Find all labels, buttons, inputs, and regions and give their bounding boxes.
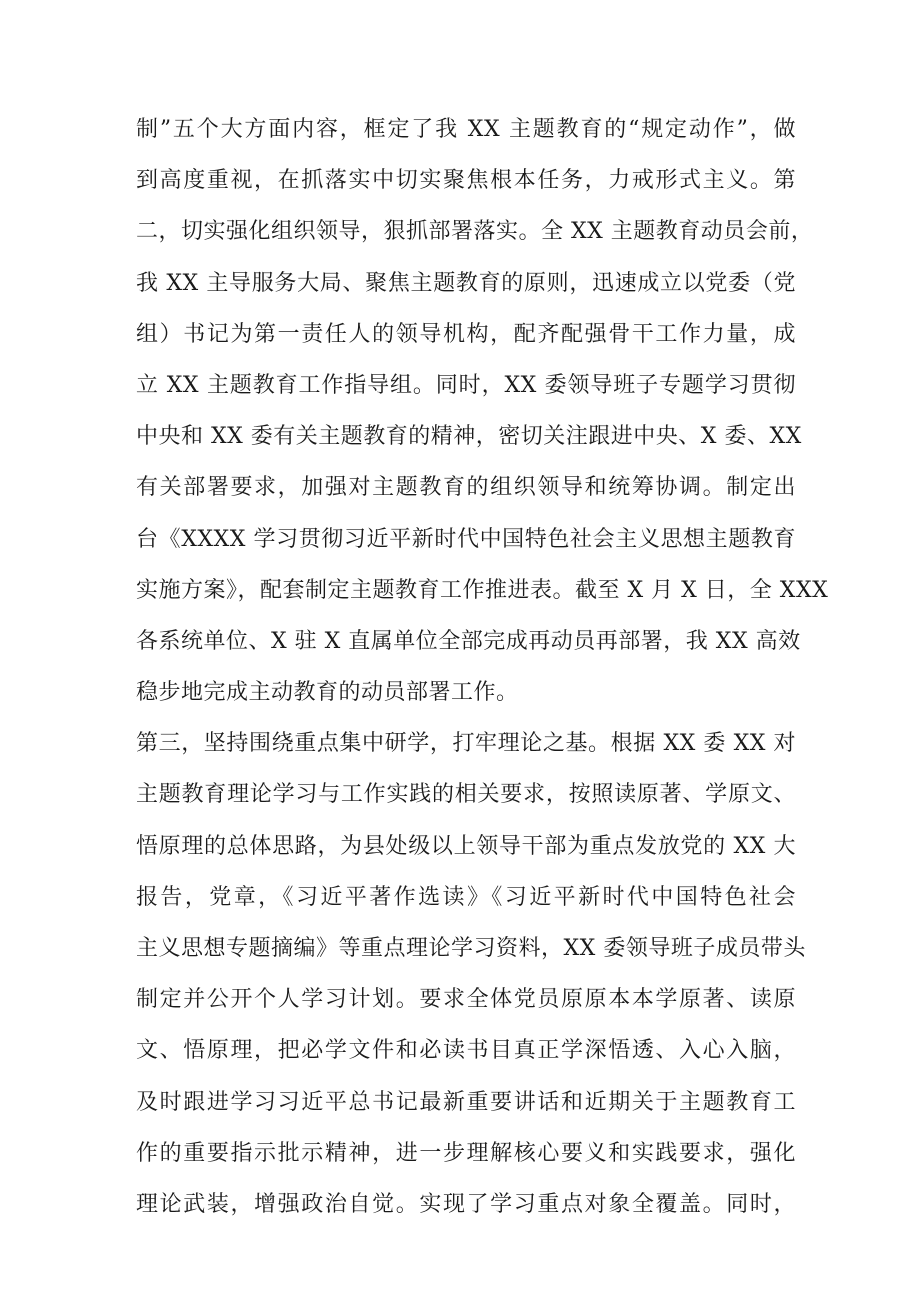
text-line: 二，切实强化组织领导，狠抓部署落实。全 XX 主题教育动员会前， (136, 219, 814, 245)
text-line: 制”五个大方面内容，框定了我 XX 主题教育的“规定动作”，做 (136, 117, 796, 142)
text-line: 实施方案》，配套制定主题教育工作推进表。截至 X 月 X 日，全 XXX (136, 577, 829, 603)
text-line: 各系统单位、X 驻 X 直属单位全部完成再动员再部署，我 XX 高效 (136, 628, 801, 654)
text-line: 作的重要指示批示精神，进一步理解核心要义和实践要求，强化 (136, 1140, 796, 1166)
text-line: 有关部署要求，加强对主题教育的组织领导和统筹协调。制定出 (136, 475, 796, 501)
text-line: 立 XX 主题教育工作指导组。同时，XX 委领导班子专题学习贯彻 (136, 372, 796, 398)
text-line: 主题教育理论学习与工作实践的相关要求，按照读原著、学原文、 (136, 782, 796, 808)
text-line: 中央和 XX 委有关主题教育的精神，密切关注跟进中央、X 委、XX (136, 424, 802, 450)
text-line: 台《XXXX 学习贯彻习近平新时代中国特色社会主义思想主题教育 (136, 526, 796, 552)
text-line: 悟原理的总体思路，为县处级以上领导干部为重点发放党的 XX 大 (136, 833, 796, 859)
text-line: 制定并公开个人学习计划。要求全体党员原原本本学原著、读原 (136, 987, 796, 1013)
text-line: 第三，坚持围绕重点集中研学，打牢理论之基。根据 XX 委 XX 对 (136, 731, 796, 757)
text-line: 及时跟进学习习近平总书记最新重要讲话和近期关于主题教育工 (136, 1089, 796, 1115)
text-line: 稳步地完成主动教育的动员部署工作。 (136, 680, 519, 706)
text-line: 组）书记为第一责任人的领导机构，配齐配强骨干工作力量，成 (136, 321, 796, 347)
text-line: 主义思想专题摘编》等重点理论学习资料，XX 委领导班子成员带头 (136, 936, 806, 961)
text-line: 到高度重视，在抓落实中切实聚焦根本任务，力戒形式主义。第 (136, 168, 796, 194)
text-line: 理论武装，增强政治自觉。实现了学习重点对象全覆盖。同时， (136, 1191, 796, 1217)
text-line: 报告，党章，《习近平著作选读》《习近平新时代中国特色社会 (136, 884, 796, 910)
text-line: 我 XX 主导服务大局、聚焦主题教育的原则，迅速成立以党委（党 (136, 270, 796, 296)
body-text (136, 104, 829, 1230)
text-line: 文、悟原理，把必学文件和必读书目真正学深悟透、入心入脑， (136, 1038, 796, 1064)
